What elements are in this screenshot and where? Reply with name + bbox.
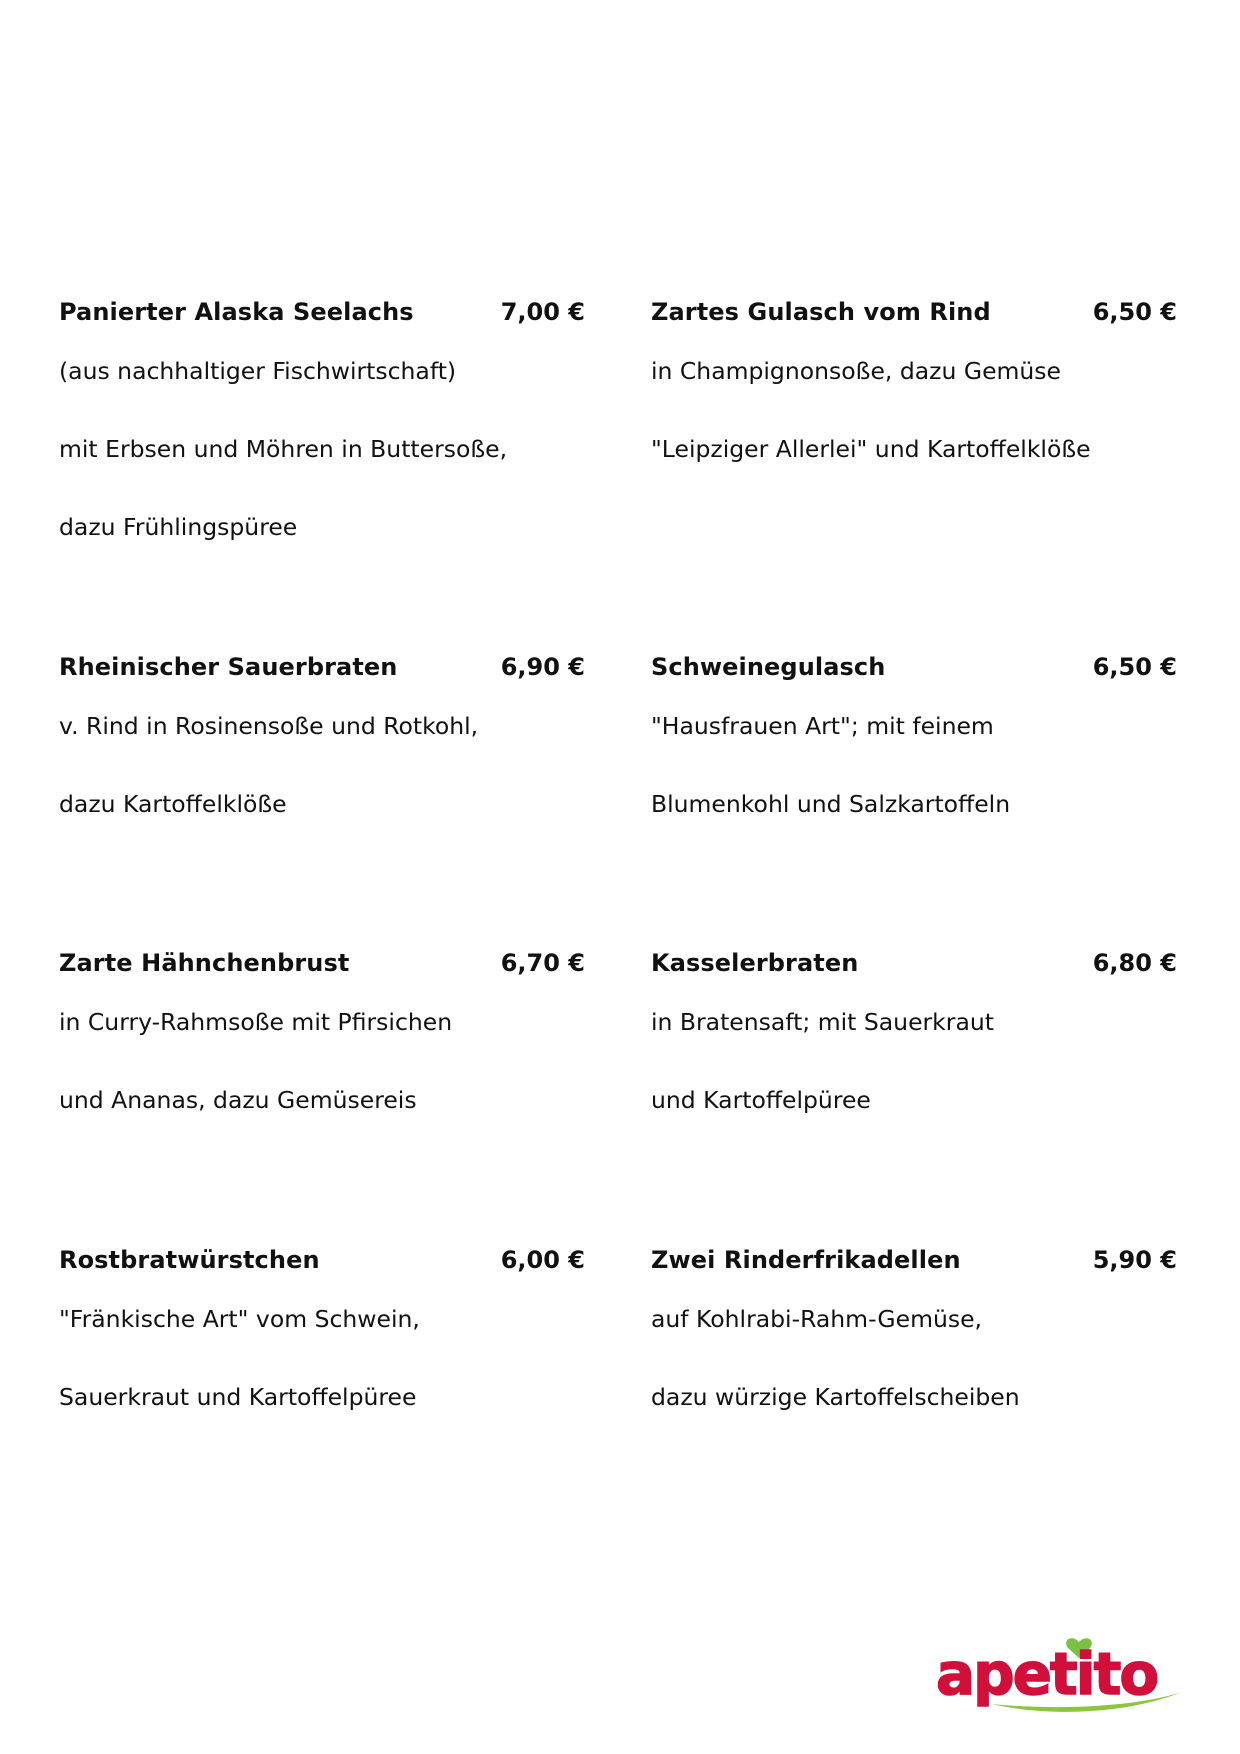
menu-item-price: 6,50 € (1092, 653, 1177, 681)
menu-item-price: 6,80 € (1092, 949, 1177, 977)
menu-item-description (59, 332, 585, 566)
menu-item-header (651, 647, 1177, 687)
menu-item-price: 6,50 € (1092, 298, 1177, 326)
menu-item-description (59, 983, 585, 1139)
description-line: dazu würzige Kartoffelscheiben (651, 1383, 1020, 1411)
logo-wordmark: apetito (936, 1640, 1158, 1708)
menu-item-header (59, 647, 585, 687)
menu-item-description (651, 332, 1177, 488)
menu-item-description (651, 1280, 1177, 1436)
description-line: v. Rind in Rosinensoße und Rotkohl, (59, 712, 479, 740)
description-line: dazu Kartoffelklöße (59, 790, 287, 818)
description-line: (aus nachhaltiger Fischwirtschaft) (59, 357, 457, 385)
menu-item-price: 5,90 € (1092, 1246, 1177, 1274)
menu-item-header (651, 1240, 1177, 1280)
menu-item-name: Kasselerbraten (651, 949, 859, 977)
menu-item-header (59, 1240, 585, 1280)
description-line: "Fränkische Art" vom Schwein, (59, 1305, 420, 1333)
description-line: und Kartoffelpüree (651, 1086, 871, 1114)
menu-item-haehnchenbrust (59, 943, 585, 1139)
menu-item-name: Rostbratwürstchen (59, 1246, 320, 1274)
menu-item-sauerbraten (59, 647, 585, 843)
description-line: und Ananas, dazu Gemüsereis (59, 1086, 417, 1114)
description-line: in Curry-Rahmsoße mit Pfirsichen (59, 1008, 453, 1036)
menu-item-name: Panierter Alaska Seelachs (59, 298, 414, 326)
description-line: Blumenkohl und Salzkartoffeln (651, 790, 1011, 818)
menu-item-seelachs (59, 292, 585, 566)
description-line: Sauerkraut und Kartoffelpüree (59, 1383, 417, 1411)
menu-item-description (59, 687, 585, 843)
apetito-logo (932, 1630, 1188, 1716)
menu-item-header (59, 943, 585, 983)
menu-item-schweinegulasch (651, 647, 1177, 843)
menu-item-name: Zwei Rinderfrikadellen (651, 1246, 961, 1274)
description-line: "Leipziger Allerlei" und Kartoffelklöße (651, 435, 1091, 463)
menu-item-description (651, 983, 1177, 1139)
menu-item-header (59, 292, 585, 332)
menu-item-name: Zarte Hähnchenbrust (59, 949, 350, 977)
menu-item-description (59, 1280, 585, 1436)
description-line: in Bratensaft; mit Sauerkraut (651, 1008, 994, 1036)
menu-item-price: 6,00 € (500, 1246, 585, 1274)
menu-item-kasselerbraten (651, 943, 1177, 1139)
menu-item-name: Zartes Gulasch vom Rind (651, 298, 991, 326)
menu-item-header (651, 292, 1177, 332)
menu-item-rostbratwuerstchen (59, 1240, 585, 1436)
menu-item-header (651, 943, 1177, 983)
menu-item-description (651, 687, 1177, 843)
description-line: in Champignonsoße, dazu Gemüse (651, 357, 1062, 385)
menu-item-price: 6,70 € (500, 949, 585, 977)
menu-item-rinderfrikadellen (651, 1240, 1177, 1436)
description-line: dazu Frühlingspüree (59, 513, 298, 541)
menu-item-price: 7,00 € (500, 298, 585, 326)
description-line: "Hausfrauen Art"; mit feinem (651, 712, 994, 740)
menu-item-rindergulasch (651, 292, 1177, 488)
menu-item-name: Schweinegulasch (651, 653, 886, 681)
description-line: auf Kohlrabi-Rahm-Gemüse, (651, 1305, 983, 1333)
menu-item-name: Rheinischer Sauerbraten (59, 653, 398, 681)
menu-item-price: 6,90 € (500, 653, 585, 681)
description-line: mit Erbsen und Möhren in Buttersoße, (59, 435, 508, 463)
